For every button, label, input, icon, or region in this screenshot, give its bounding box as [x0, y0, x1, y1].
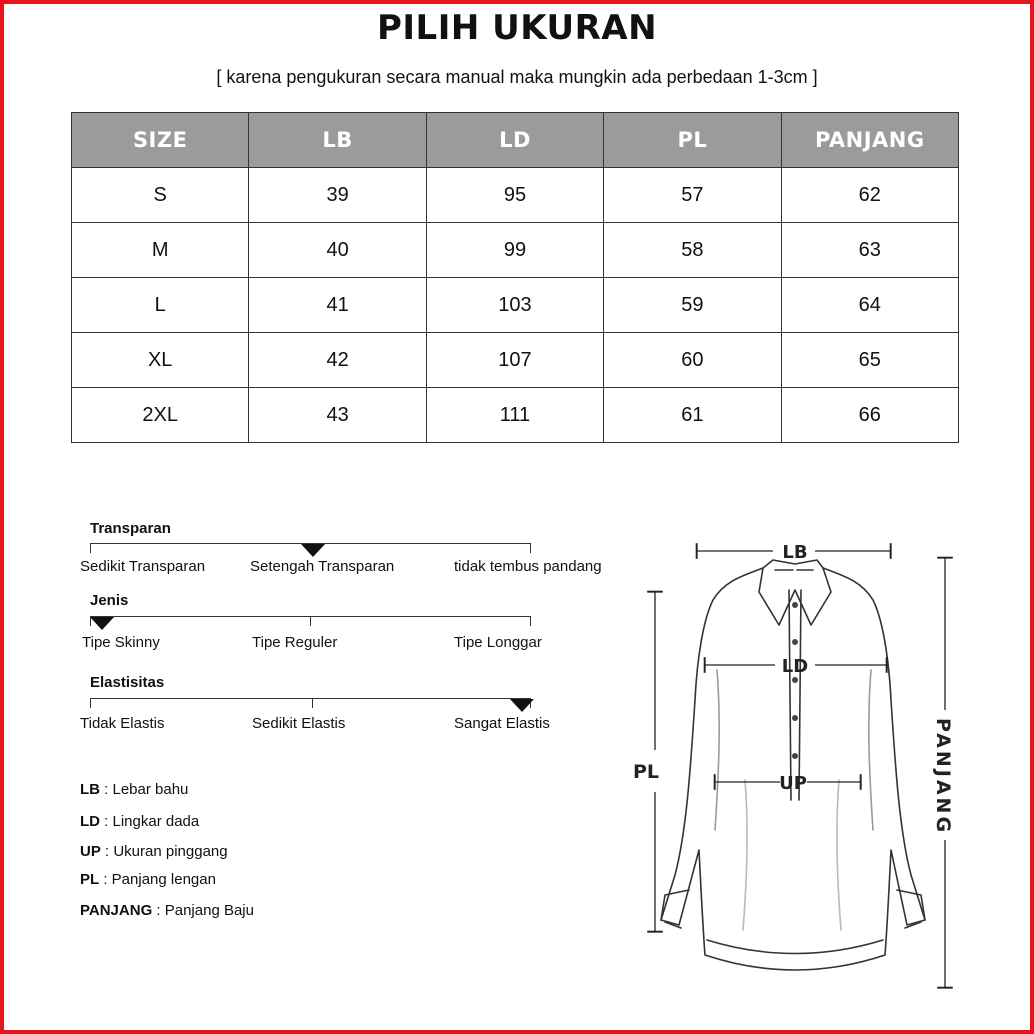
table-cell: 57 [604, 168, 781, 223]
table-cell: M [72, 223, 249, 278]
table-cell: 39 [249, 168, 426, 223]
button-icons [792, 602, 798, 759]
scale-option: Setengah Transparan [250, 558, 395, 575]
scale-option: tidak tembus pandang [454, 558, 602, 575]
table-cell: 60 [604, 333, 781, 388]
legend-key: UP [80, 843, 101, 860]
diagram-label-pl: PL [633, 761, 660, 783]
scale-option: Tipe Reguler [252, 634, 338, 651]
table-cell: 62 [781, 168, 958, 223]
legend-desc: : Ukuran pinggang [100, 843, 228, 860]
page-title: PILIH UKURAN [376, 8, 658, 48]
table-cell: 61 [604, 388, 781, 443]
table-cell: 43 [249, 388, 426, 443]
table-cell: XL [72, 333, 249, 388]
legend-desc: : Lebar bahu [100, 781, 189, 798]
page-subtitle: [ karena pengukuran secara manual maka mungkin ada perbedaan 1-3cm ] [216, 67, 818, 87]
table-cell: 65 [781, 333, 958, 388]
header-panjang: PANJANG [781, 113, 958, 168]
scale-tick [530, 543, 531, 553]
header-pl: PL [604, 113, 781, 168]
table-header-row [72, 113, 959, 168]
table-cell: 41 [249, 278, 426, 333]
shirt-diagram [625, 530, 955, 1000]
table-row [72, 333, 959, 388]
scale-tick [90, 698, 91, 708]
scale-tick [90, 543, 91, 553]
legend-item [80, 902, 254, 919]
scale-tick [312, 698, 313, 708]
legend-key: PL [80, 871, 100, 888]
legend-desc: : Panjang Baju [152, 902, 254, 919]
scale-label-elastisitas: Elastisitas [90, 674, 165, 691]
table-cell: 107 [426, 333, 603, 388]
diagram-label-panjang: PANJANG [932, 718, 954, 836]
scale-option: Sedikit Elastis [252, 715, 346, 732]
table-row [72, 223, 959, 278]
table-cell: 111 [426, 388, 603, 443]
legend-key: LD [80, 813, 100, 830]
table-cell: 40 [249, 223, 426, 278]
scale-marker-transparan [301, 544, 325, 557]
table-row [72, 278, 959, 333]
size-table [71, 112, 959, 443]
header-lb: LB [249, 113, 426, 168]
table-row [72, 168, 959, 223]
table-cell: S [72, 168, 249, 223]
table-cell: 2XL [72, 388, 249, 443]
shirt-illustration [625, 530, 955, 1000]
scale-tick [530, 616, 531, 626]
legend-item [80, 871, 216, 888]
legend-item [80, 843, 228, 860]
legend-desc: : Panjang lengan [99, 871, 216, 888]
scale-option: Sedikit Transparan [80, 558, 206, 575]
legend-desc: : Lingkar dada [100, 813, 200, 830]
header-size: SIZE [72, 113, 249, 168]
legend-key: LB [80, 781, 100, 798]
scale-label-jenis: Jenis [90, 592, 129, 609]
table-cell: 95 [426, 168, 603, 223]
table-cell: 99 [426, 223, 603, 278]
table-cell: L [72, 278, 249, 333]
diagram-label-ld: LD [781, 656, 809, 677]
table-row [72, 388, 959, 443]
scale-marker-jenis [90, 617, 114, 630]
header-ld: LD [426, 113, 603, 168]
legend-key: PANJANG [80, 902, 153, 919]
scale-marker-elastisitas [510, 699, 534, 712]
diagram-label-lb: LB [782, 542, 808, 563]
scale-label-transparan: Transparan [90, 520, 171, 537]
scale-option: Tipe Skinny [82, 634, 160, 651]
scale-option: Tipe Longgar [454, 634, 542, 651]
table-cell: 42 [249, 333, 426, 388]
table-cell: 64 [781, 278, 958, 333]
scale-tick [310, 616, 311, 626]
legend-item [80, 813, 199, 830]
scale-option: Sangat Elastis [454, 715, 550, 732]
table-cell: 66 [781, 388, 958, 443]
table-cell: 58 [604, 223, 781, 278]
scale-line-elastisitas [90, 698, 531, 699]
table-cell: 59 [604, 278, 781, 333]
legend-item [80, 781, 188, 798]
table-cell: 63 [781, 223, 958, 278]
scale-option: Tidak Elastis [80, 715, 165, 732]
diagram-label-up: UP [779, 773, 807, 794]
shirt-outline-icon [661, 560, 925, 970]
table-cell: 103 [426, 278, 603, 333]
